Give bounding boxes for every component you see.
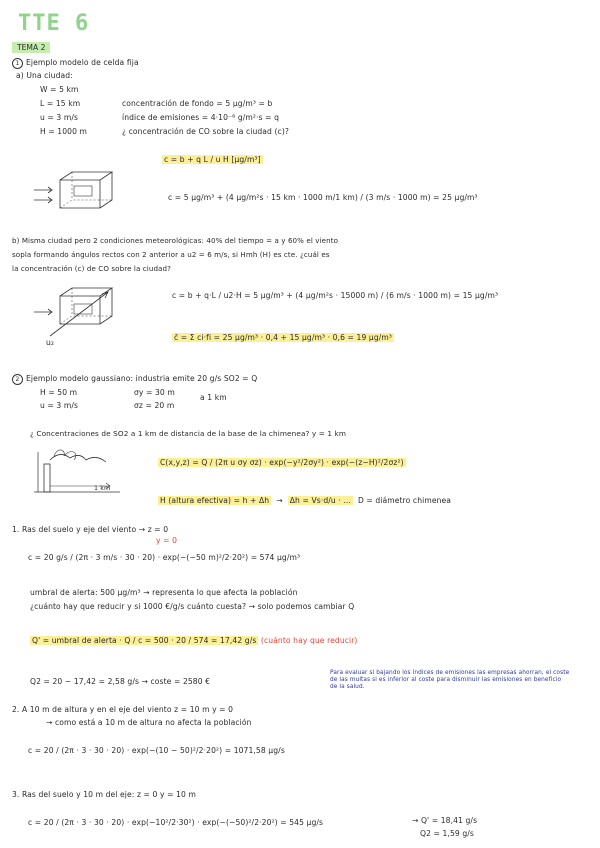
reduction-question: ¿cuánto hay que reducir y si 1000 €/g/s cuánto cuesta? → solo podemos cambiar Q: [30, 602, 355, 611]
chimney-diagram: [30, 446, 125, 496]
part-3-result-2: Q2 = 1,59 g/s: [420, 829, 474, 838]
part-a-intro: a) Una ciudad:: [16, 71, 73, 80]
wind-speed: u = 3 m/s: [40, 113, 79, 122]
alert-threshold: umbral de alerta: 500 μg/m³ → representa lo que afecta la población: [30, 588, 298, 597]
question-1: ¿ concentración de CO sobre la ciudad (c)?: [122, 127, 290, 136]
cost-note: Para evaluar si bajando los índices de emisiones las empresas ahorran, el coste de las multas si es inferior al coste para disminuir las emisiones en beneficio de la salud.: [330, 670, 570, 690]
calc-3: c̄ = Σ ci·fi = 25 μg/m³ · 0,4 + 15 μg/m³ · 0,6 = 19 μg/m³: [174, 333, 393, 342]
part-b-text-2: sopla formando ángulos rectos con 2 anterior a u2 = 6 m/s, si Hmh (H) es cte. ¿cuál es: [12, 250, 330, 259]
stack-height: H = 50 m: [40, 388, 78, 397]
part-1-calc: c = 20 g/s / (2π · 3 m/s · 30 · 20) · exp(−(−50 m)²/2·20²) = 574 μg/m³: [28, 553, 301, 562]
box-diagram-1: [30, 170, 125, 220]
effective-height: H (altura efectiva) = h + Δh → Δh = Vs·d/u · ... D = diámetro chimenea: [160, 496, 452, 505]
gauss-formula: C(x,y,z) = Q / (2π u σy σz) · exp(−y²/2σy²) · exp(−(z−H)²/2σz²): [160, 458, 404, 467]
box-formula: c = b + q L / u H [μg/m³]: [164, 155, 261, 164]
wind-speed-2: u = 3 m/s: [40, 401, 79, 410]
q-prime-calc: Q' = umbral de alerta · Q / c = 500 · 20 / 574 = 17,42 g/s (cuánto hay que reducir): [32, 636, 358, 645]
background-conc: concentración de fondo = 5 μg/m³ = b: [122, 99, 273, 108]
part-2-heading: 2. A 10 m de altura y en el eje del viento z = 10 m y = 0: [12, 705, 234, 714]
reduction-result: Q2 = 20 − 17,42 = 2,58 g/s → coste = 2580 €: [30, 677, 211, 686]
u2-label: u₂: [46, 338, 55, 347]
part-3-calc: c = 20 / (2π · 3 · 30 · 20) · exp(−10²/2·30²) · exp(−(−50)²/2·20²) = 545 μg/s: [28, 818, 324, 827]
calc-1: c = 5 μg/m³ + (4 μg/m²s · 15 km · 1000 m/1 km) / (3 m/s · 1000 m) = 25 μg/m³: [168, 193, 478, 202]
distance-note: a 1 km: [200, 393, 227, 402]
section-number: 1: [12, 58, 23, 69]
sigma-y: σy = 30 m: [134, 388, 175, 397]
emission-index: índice de emisiones = 4·10⁻⁶ g/m²·s = q: [122, 113, 280, 122]
part-b-text-1: b) Misma ciudad pero 2 condiciones meteorológicas: 40% del tiempo = a y 60% el viento: [12, 236, 339, 245]
page-title: TTE 6: [18, 11, 90, 36]
section-1-heading: 1 Ejemplo modelo de celda fija: [12, 58, 139, 69]
part-3-result-1: → Q' = 18,41 g/s: [412, 816, 478, 825]
part-b-text-3: la concentración (c) de CO sobre la ciudad?: [12, 264, 171, 273]
part-1-heading: 1. Ras del suelo y eje del viento → z = 0: [12, 525, 169, 534]
part-2-calc: c = 20 / (2π · 3 · 30 · 20) · exp(−(10 − 50)²/2·20²) = 1071,58 μg/s: [28, 746, 285, 755]
width-value: W = 5 km: [40, 85, 79, 94]
sigma-z: σz = 20 m: [134, 401, 175, 410]
section-2-heading: 2 Ejemplo modelo gaussiano: industria emite 20 g/s SO2 = Q: [12, 374, 257, 385]
part-3-heading: 3. Ras del suelo y 10 m del eje: z = 0 y = 10 m: [12, 790, 196, 799]
topic-tag: TEMA 2: [12, 42, 50, 53]
length-value: L = 15 km: [40, 99, 81, 108]
question-2: ¿ Concentraciones de SO2 a 1 km de distancia de la base de la chimenea? y = 1 km: [30, 429, 347, 438]
y-zero-note: y = 0: [156, 536, 178, 545]
part-2-sub: → como está a 10 m de altura no afecta la población: [46, 718, 252, 727]
section-number: 2: [12, 374, 23, 385]
calc-2: c = b + q·L / u2·H = 5 μg/m³ + (4 μg/m²s · 15000 m) / (6 m/s · 1000 m) = 15 μg/m³: [172, 291, 499, 300]
height-value: H = 1000 m: [40, 127, 88, 136]
one-km-label: 1 km: [94, 485, 111, 492]
box-diagram-2: [30, 286, 125, 340]
